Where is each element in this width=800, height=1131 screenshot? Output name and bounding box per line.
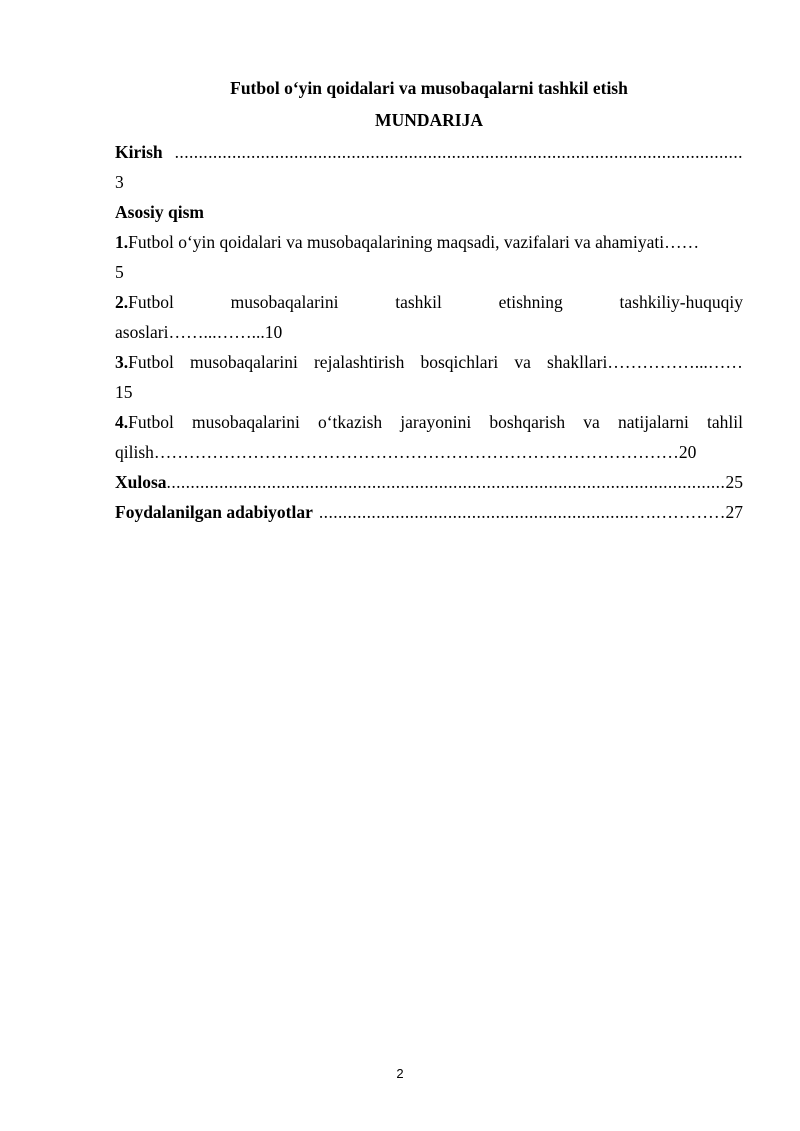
toc-entry-label: Kirish [115,142,163,162]
toc-entry-page: 3 [115,172,124,192]
toc-entry-word: etishning [498,292,563,312]
toc-entry-3 [115,347,743,377]
document-title: Futbol o‘yin qoidalari va musobaqalarni tashkil etish [230,78,628,98]
toc-entry-4 [115,407,743,437]
toc-entry-2 [115,287,743,317]
toc-entry-word: tashkiliy-huquqiy [619,292,743,312]
toc-entry-word [115,407,174,437]
toc-entry-word: boshqarish [489,412,566,432]
toc-entry-word [115,347,174,377]
toc-entry-word: o‘tkazish [317,412,383,432]
toc-entry-number: 4. [115,412,129,432]
toc-heading: MUNDARIJA [375,110,483,130]
toc-entry-word: va [514,352,531,372]
toc-entry-word: shakllari……………...…… [547,352,743,372]
toc-entry-xulosa [115,467,743,497]
toc-entry-label: Xulosa [115,472,167,492]
toc-entry-word: musobaqalarini [191,412,300,432]
toc-entry-page: 15 [115,382,133,402]
toc-entry-number: 1. [115,232,129,252]
toc-entry-number: 2. [115,292,129,312]
toc-entry-word-text: Futbol [128,352,174,372]
toc-entry-adabiyotlar [115,497,743,527]
toc-entry-word: jarayonini [400,412,472,432]
toc-entry-word [115,287,174,317]
toc-entry-number: 3. [115,352,129,372]
page-number: 2 [396,1066,404,1081]
toc-entry-continuation: asoslari……...……...10 [115,322,283,342]
toc-entry-page: 25 [725,472,743,492]
toc-entry-word: musobaqalarini [230,292,339,312]
toc-entry-word: va [583,412,600,432]
toc-entry-word: bosqichlari [420,352,499,372]
toc-entry-word: tahlil [707,412,743,432]
dot-leader [319,497,634,527]
toc-entry-label: Foydalanilgan adabiyotlar [115,502,313,522]
page-content [115,75,743,527]
toc-entry-page: ….…………27 [633,502,743,522]
toc-entry-1 [115,227,743,257]
toc-entry-word: natijalarni [617,412,689,432]
toc-entry-page: 5 [115,262,124,282]
dot-leader [175,137,743,167]
toc-entry-kirish [115,137,743,167]
toc-entry-word: rejalashtirish [313,352,405,372]
toc-entry-continuation: qilish………………………………………………………………………………20 [115,442,697,462]
toc-entry-word-text: Futbol [128,412,174,432]
toc-section-heading: Asosiy qism [115,202,204,222]
toc-entry-word: tashkil [395,292,442,312]
toc-entry-word: musobaqalarini [189,352,298,372]
toc-entry-title: Futbol o‘yin qoidalari va musobaqalarining maqsadi, vazifalari va ahamiyati…… [128,232,700,252]
toc-entry-word-text: Futbol [128,292,174,312]
toc-entry-text [115,227,699,257]
dot-leader [167,467,726,497]
